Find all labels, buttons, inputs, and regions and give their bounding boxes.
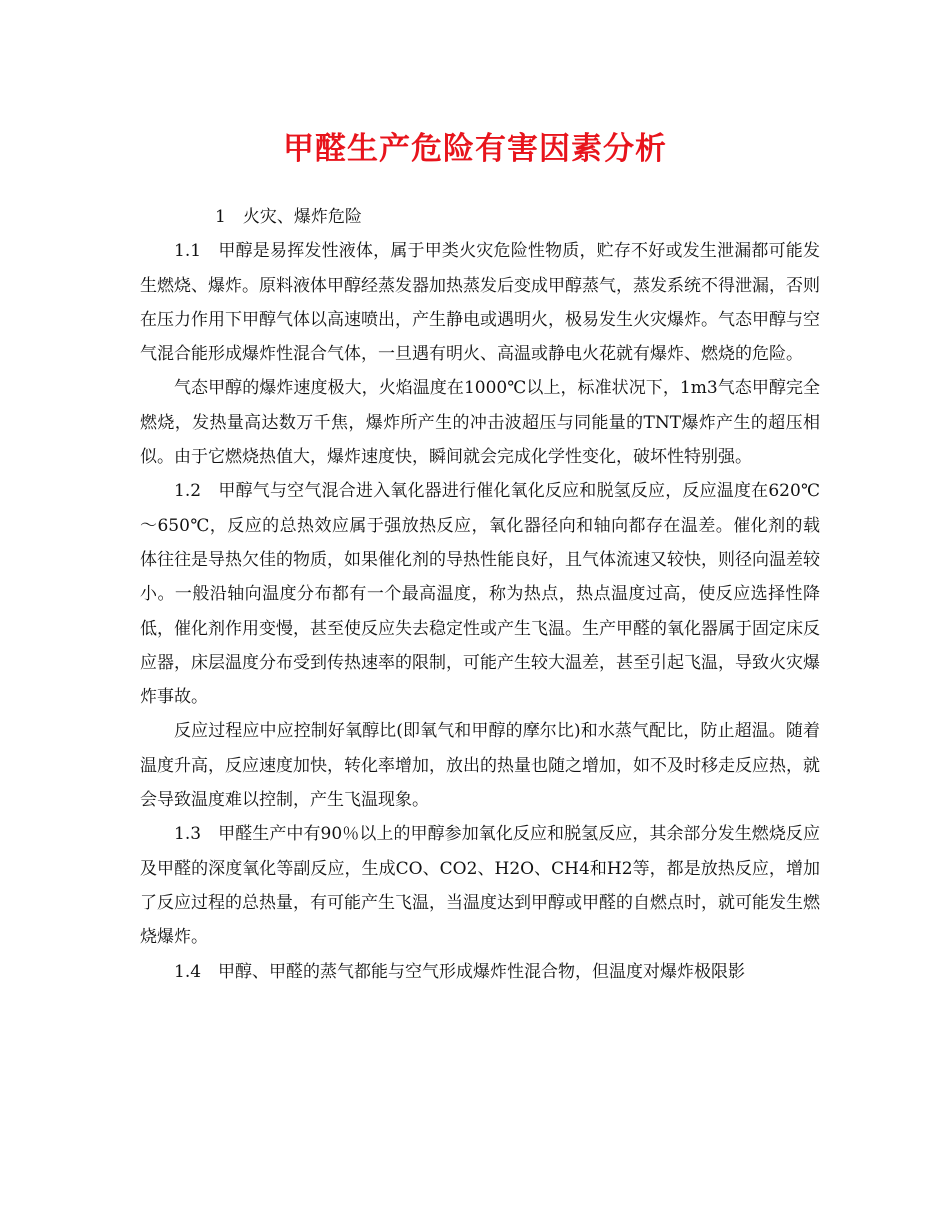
paragraph: 反应过程应中应控制好氧醇比(即氧气和甲醇的摩尔比)和水蒸气配比，防止超温。随着温度升高，反应速度加快，转化率增加，放出的热量也随之增加，如不及时移走反应热，就会导致温度难以控制，产生飞温现象。 [140,721,820,811]
section-heading: 1 火灾、爆炸危险 [215,207,362,227]
paragraph: 1.4 甲醇、甲醛的蒸气都能与空气形成爆炸性混合物，但温度对爆炸极限影 [174,961,746,982]
document-body [140,200,820,989]
paragraph: 1.3 甲醛生产中有90％以上的甲醇参加氧化反应和脱氢反应，其余部分发生燃烧反应及甲醛的深度氧化等副反应，生成CO、CO2、H2O、CH4和H2等，都是放热反应，增加了反应过程的总热量，有可能产生飞温，当温度达到甲醇或甲醛的自燃点时，就可能发生燃烧爆炸。 [140,824,820,948]
paragraph: 气态甲醇的爆炸速度极大，火焰温度在1000℃以上，标准状况下，1m3气态甲醇完全燃烧，发热量高达数万千焦，爆炸所产生的冲击波超压与同能量的TNT爆炸产生的超压相似。由于它燃烧热值大，爆炸速度快，瞬间就会完成化学性变化，破坏性特别强。 [140,378,820,468]
paragraph: 1.2 甲醇气与空气混合进入氧化器进行催化氧化反应和脱氢反应，反应温度在620℃～650℃，反应的总热效应属于强放热反应，氧化器径向和轴向都存在温差。催化剂的载体往往是导热欠佳的物质，如果催化剂的导热性能良好，且气体流速又较快，则径向温差较小。一般沿轴向温度分布都有一个最高温度，称为热点，热点温度过高，使反应选择性降低，催化剂作用变慢，甚至使反应失去稳定性或产生飞温。生产甲醛的氧化器属于固定床反应器，床层温度分布受到传热速率的限制，可能产生较大温差，甚至引起飞温，导致火灾爆炸事故。 [140,481,820,708]
page-title: 甲醛生产危险有害因素分析 [283,131,667,167]
paragraph: 1.1 甲醇是易挥发性液体，属于甲类火灾危险性物质，贮存不好或发生泄漏都可能发生燃烧、爆炸。原料液体甲醇经蒸发器加热蒸发后变成甲醇蒸气，蒸发系统不得泄漏，否则在压力作用下甲醇气体以高速喷出，产生静电或遇明火，极易发生火灾爆炸。气态甲醇与空气混合能形成爆炸性混合气体，一旦遇有明火、高温或静电火花就有爆炸、燃烧的危险。 [140,241,820,365]
